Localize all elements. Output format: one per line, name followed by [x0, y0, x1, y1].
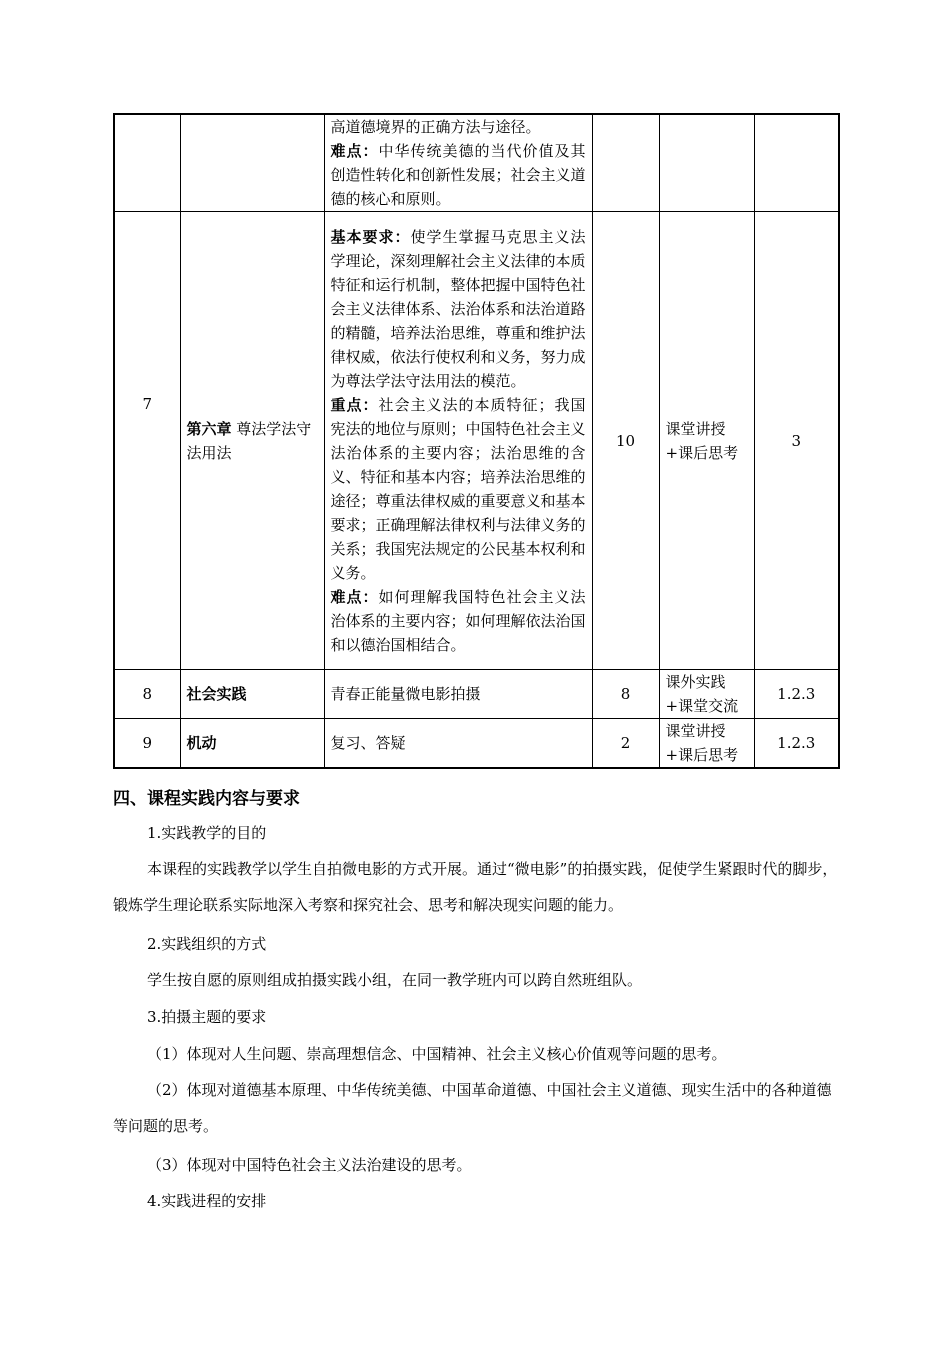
method-cell: 课堂讲授+课后思考	[659, 212, 754, 670]
content-line: 难点：中华传统美德的当代价值及其创造性转化和创新性发展；社会主义道德的核心和原则。	[330, 142, 586, 208]
list-item: （2）体现对道德基本原理、中华传统美德、中国革命道德、中国社会主义道德、现实生活中的各种道德等问题的思考。	[113, 1081, 832, 1135]
hours-cell: 8	[592, 670, 659, 719]
course-schedule-table	[113, 113, 840, 769]
list-item: （3）体现对中国特色社会主义法治建设的思考。	[147, 1156, 472, 1174]
row-number-cell: 7	[114, 212, 180, 670]
content-cell	[324, 114, 592, 212]
content-line: 高道德境界的正确方法与途径。	[330, 118, 541, 136]
key-points: 重点：社会主义法的本质特征；我国宪法的地位与原则；中国特色社会主义法治体系的主要内容；法治思维的含义、特征和基本内容；培养法治思维的途径；尊重法律权威的重要意义和基本要求；正确理解法律权利与法律义务的关系；我国宪法规定的公民基本权利和义务。	[330, 395, 586, 582]
goal-cell	[754, 114, 839, 212]
table-row	[114, 670, 839, 719]
chapter-subtitle: 尊法学法守法用法	[186, 419, 312, 462]
subsection-title: 2.实践组织的方式	[147, 935, 267, 953]
content-cell	[324, 212, 592, 670]
list-item: （1）体现对人生问题、崇高理想信念、中国精神、社会主义核心价值观等问题的思考。	[147, 1045, 727, 1063]
basic-requirement: 基本要求：使学生掌握马克思主义法学理论，深刻理解社会主义法律的本质特征和运行机制，整体把握中国特色社会主义法律体系、法治体系和法治道路的精髓，培养法治思维，尊重和维护法律权威，依法行使权利和义务，努力成为尊法学法守法用法的模范。	[330, 227, 586, 390]
row-number-cell	[114, 114, 180, 212]
goal-cell: 1.2.3	[754, 670, 839, 719]
table-row	[114, 212, 839, 670]
chapter-cell: 社会实践	[180, 670, 324, 719]
table-row	[114, 114, 839, 212]
chapter-title: 第六章	[186, 419, 232, 438]
content-cell: 青春正能量微电影拍摄	[324, 670, 592, 719]
method-cell: 课外实践+课堂交流	[659, 670, 754, 719]
hours-cell	[592, 114, 659, 212]
goal-cell: 1.2.3	[754, 719, 839, 769]
chapter-cell	[180, 114, 324, 212]
hours-cell: 10	[592, 212, 659, 670]
paragraph: 学生按自愿的原则组成拍摄实践小组，在同一教学班内可以跨自然班组队。	[147, 971, 643, 989]
hours-cell: 2	[592, 719, 659, 769]
table-row	[114, 719, 839, 769]
difficult-points: 难点：如何理解我国特色社会主义法治体系的主要内容；如何理解依法治国和以德治国相结合。	[330, 587, 586, 654]
subsection-title: 3.拍摄主题的要求	[147, 1008, 267, 1026]
method-cell	[659, 114, 754, 212]
chapter-cell: 机动	[180, 719, 324, 769]
goal-cell: 3	[754, 212, 839, 670]
section-heading: 四、课程实践内容与要求	[113, 789, 300, 809]
row-number-cell: 8	[114, 670, 180, 719]
method-cell: 课堂讲授+课后思考	[659, 719, 754, 769]
paragraph: 本课程的实践教学以学生自拍微电影的方式开展。通过“微电影”的拍摄实践，促使学生紧跟时代的脚步，锻炼学生理论联系实际地深入考察和探究社会、思考和解决现实问题的能力。	[113, 860, 838, 914]
subsection-title: 1.实践教学的目的	[147, 824, 267, 842]
content-cell: 复习、答疑	[324, 719, 592, 769]
chapter-cell	[180, 212, 324, 670]
row-number-cell: 9	[114, 719, 180, 769]
subsection-title: 4.实践进程的安排	[147, 1192, 267, 1210]
